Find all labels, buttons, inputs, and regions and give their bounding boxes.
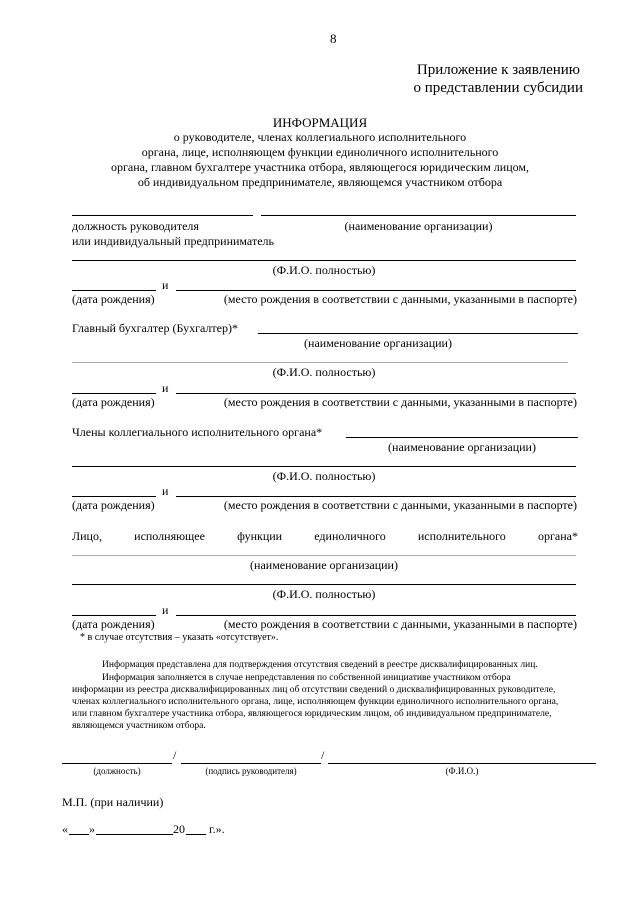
signature-position-label: (должность) bbox=[93, 766, 141, 776]
signature-position-line[interactable] bbox=[62, 763, 172, 764]
stamp-label: М.П. (при наличии) bbox=[62, 795, 164, 809]
sole-org-field-line[interactable] bbox=[72, 555, 576, 556]
info-line-2: Информация заполняется в случае непредставления по собственной инициативе участником отбора bbox=[102, 672, 511, 683]
board-birth-date-field-line[interactable] bbox=[72, 496, 156, 497]
accountant-birth-date-field-line[interactable] bbox=[72, 393, 156, 394]
sole-birth-place-field-line[interactable] bbox=[176, 615, 576, 616]
signature-slash-1: / bbox=[173, 748, 177, 762]
sole-label-word: функции bbox=[237, 529, 283, 543]
appendix-line-2: о представлении субсидии bbox=[413, 80, 583, 96]
date-day-line[interactable] bbox=[69, 834, 89, 835]
date-month-line[interactable] bbox=[96, 834, 173, 835]
head-fio-label: (Ф.И.О. полностью) bbox=[272, 263, 376, 277]
accountant-org-label: (наименование организации) bbox=[304, 336, 452, 350]
date-close-quote: » bbox=[89, 822, 95, 836]
appendix-line-1: Приложение к заявлению bbox=[416, 62, 580, 78]
accountant-birth-place-label: (место рождения в соответствии с данными, указанными в паспорте) bbox=[223, 395, 577, 409]
accountant-fio-label: (Ф.И.О. полностью) bbox=[272, 365, 376, 379]
accountant-org-field-line[interactable] bbox=[258, 333, 578, 334]
entrepreneur-label: или индивидуальный предприниматель bbox=[72, 234, 274, 248]
info-line-1: Информация представлена для подтверждения отсутствия сведений в реестре дисквалифицированных лиц. bbox=[102, 660, 538, 670]
heading-line-2: органа, лице, исполняющем функции единоличного исполнительного bbox=[141, 145, 499, 159]
head-birth-date-label: (дата рождения) bbox=[72, 292, 155, 306]
sole-birth-place-label: (место рождения в соответствии с данными, указанными в паспорте) bbox=[223, 617, 577, 631]
accountant-birth-date-label: (дата рождения) bbox=[72, 395, 155, 409]
info-line-5: или главном бухгалтере участника отбора, являющегося юридическим лицом, об индивидуальном предпринимателе, bbox=[72, 708, 552, 719]
head-fio-field-line[interactable] bbox=[72, 260, 576, 261]
board-fio-label: (Ф.И.О. полностью) bbox=[272, 469, 376, 483]
position-field-line[interactable] bbox=[72, 215, 253, 216]
info-paragraph bbox=[72, 672, 578, 732]
board-org-label: (наименование организации) bbox=[388, 440, 536, 454]
sole-birth-date-label: (дата рождения) bbox=[72, 617, 155, 631]
info-line-3: информации из реестра дисквалифицированных лиц об отсутствии сведений о дисквалифицированных руководителе, bbox=[72, 684, 556, 695]
info-line-6: являющемся участником отбора. bbox=[72, 720, 206, 731]
head-birth-date-field-line[interactable] bbox=[72, 290, 156, 291]
org-name-label: (наименование организации) bbox=[344, 219, 493, 233]
date-open-quote: « bbox=[62, 822, 68, 836]
sole-fio-field-line[interactable] bbox=[72, 584, 576, 585]
signature-sign-line[interactable] bbox=[181, 763, 321, 764]
board-birth-place-field-line[interactable] bbox=[176, 496, 576, 497]
signature-slash-2: / bbox=[321, 748, 325, 762]
board-org-field-line[interactable] bbox=[346, 437, 578, 438]
date-year-prefix: 20 bbox=[173, 822, 185, 836]
date-year-line[interactable] bbox=[186, 834, 206, 835]
accountant-label: Главный бухгалтер (Бухгалтер)* bbox=[72, 321, 238, 335]
date-year-suffix: г.». bbox=[209, 822, 225, 836]
sole-org-label: (наименование организации) bbox=[250, 558, 398, 572]
accountant-birth-place-field-line[interactable] bbox=[176, 393, 576, 394]
footnote: * в случае отсутствия – указать «отсутствует». bbox=[80, 632, 279, 643]
board-label: Члены коллегиального исполнительного органа* bbox=[72, 425, 323, 439]
board-birth-date-label: (дата рождения) bbox=[72, 498, 155, 512]
accountant-extra-line[interactable] bbox=[72, 362, 568, 363]
info-line-4: членах коллегиального исполнительного органа, лице, исполняющем функции единоличного исполнительного органа, bbox=[72, 696, 559, 707]
sole-label-word: органа* bbox=[537, 529, 578, 543]
sole-executive-label bbox=[72, 529, 578, 544]
signature-fio-label: (Ф.И.О.) bbox=[445, 766, 479, 776]
sole-birth-date-field-line[interactable] bbox=[72, 615, 156, 616]
board-fio-field-line[interactable] bbox=[72, 466, 576, 467]
heading-line-1: о руководителе, членах коллегиального исполнительного bbox=[173, 130, 467, 144]
sole-label-word: единоличного bbox=[314, 529, 386, 543]
sole-fio-label: (Ф.И.О. полностью) bbox=[272, 587, 376, 601]
sole-label-word: Лицо, bbox=[72, 529, 102, 543]
page-number: 8 bbox=[330, 31, 337, 46]
signature-fio-line[interactable] bbox=[328, 763, 596, 764]
head-birth-place-label: (место рождения в соответствии с данными, указанными в паспорте) bbox=[223, 292, 577, 306]
board-and-word: и bbox=[162, 484, 169, 498]
head-and-word: и bbox=[162, 278, 169, 292]
heading-line-4: об индивидуальном предпринимателе, являющемся участником отбора bbox=[137, 175, 503, 189]
sole-label-word: исполняющее bbox=[134, 529, 205, 543]
position-label: должность руководителя bbox=[72, 219, 199, 233]
heading-line-3: органа, главном бухгалтере участника отбора, являющегося юридическим лицом, bbox=[110, 160, 529, 174]
signature-sign-label: (подпись руководителя) bbox=[205, 766, 297, 776]
org-name-field-line[interactable] bbox=[261, 215, 576, 216]
document-title: ИНФОРМАЦИЯ bbox=[272, 115, 368, 130]
accountant-and-word: и bbox=[162, 381, 169, 395]
board-birth-place-label: (место рождения в соответствии с данными, указанными в паспорте) bbox=[223, 498, 577, 512]
head-birth-place-field-line[interactable] bbox=[176, 290, 576, 291]
sole-label-word: исполнительного bbox=[417, 529, 506, 543]
sole-and-word: и bbox=[162, 603, 169, 617]
